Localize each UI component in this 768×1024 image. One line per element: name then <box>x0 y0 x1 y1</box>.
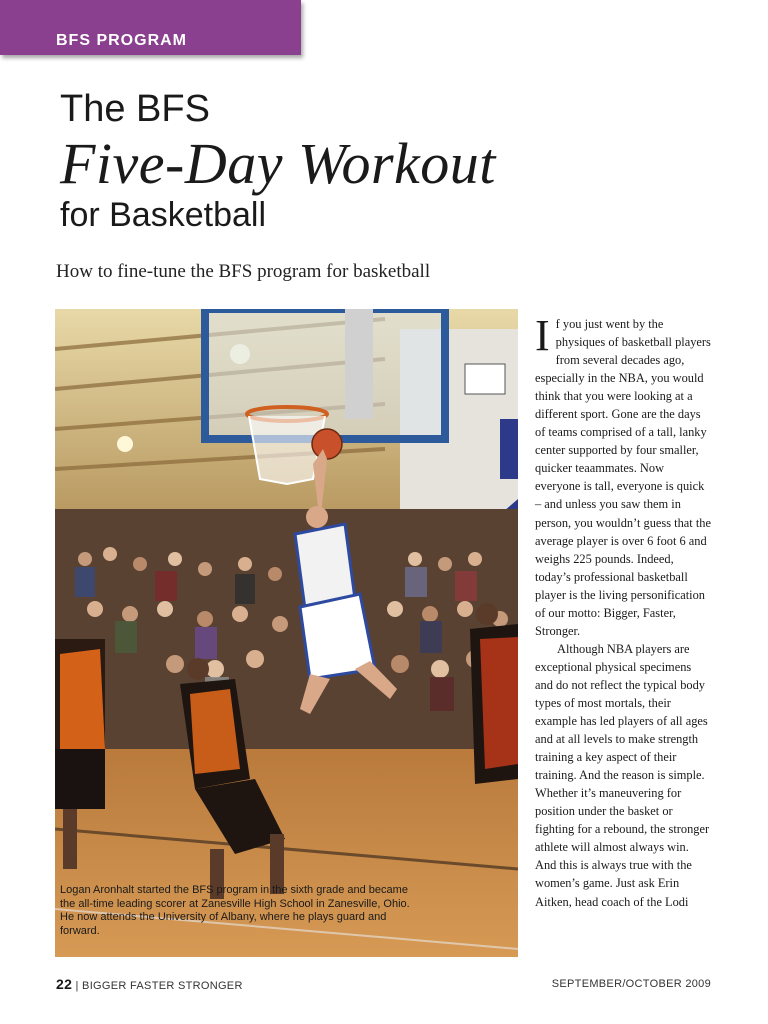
basketball-photo <box>55 309 518 957</box>
title-line-3: for Basketball <box>60 196 266 234</box>
page-number: 22 <box>56 976 73 992</box>
section-banner <box>0 0 301 55</box>
title-line-1: The BFS <box>60 88 210 130</box>
photo-illustration <box>55 309 518 957</box>
paragraph-1-text: f you just went by the physiques of basketball players from several decades ago, especially in the NBA, you would think that you were looking at a different sport. Gone are the days of teams comprised of a tall, lanky center supported by four smaller, quicker teaammates. Now everyone is tall, everyone is quick – and unless you saw them in person, you wouldn’t guess that the average player is over 6 foot 6 and weighs 225 pounds. Indeed, today’s professional basketball player is the living personification of our motto: Bigger, Faster, Stronger. <box>535 317 711 638</box>
drop-cap: I <box>535 311 550 360</box>
footer-folio <box>56 976 243 992</box>
article-paragraph-2: Although NBA players are exceptional physical specimens and do not reflect the typical body types of most mortals, their example has led players of all ages and at all levels to make strength training a key aspect of their training. And the reason is simple. Whether it’s maneuvering for position under the basket or fighting for a rebound, the stronger athlete will almost always win. And this is always true with the women’s game. Just ask Erin Aitken, head coach of the Lodi <box>535 641 710 909</box>
issue-date: SEPTEMBER/OCTOBER 2009 <box>551 978 711 990</box>
title-line-2: Five-Day Workout <box>60 131 496 196</box>
section-label: BFS PROGRAM <box>56 32 187 49</box>
subtitle: How to fine-tune the BFS program for basketball <box>56 261 431 282</box>
article-body <box>535 311 711 911</box>
photo-caption: Logan Aronhalt started the BFS program in the sixth grade and became the all-time leading scorer at Zanesville High School in Zanesville, Ohio. He now attends the University of Albany, where he plays guard and forward. <box>60 884 410 937</box>
article-paragraph-1 <box>535 311 711 640</box>
magazine-name: | BIGGER FASTER STRONGER <box>75 980 243 992</box>
